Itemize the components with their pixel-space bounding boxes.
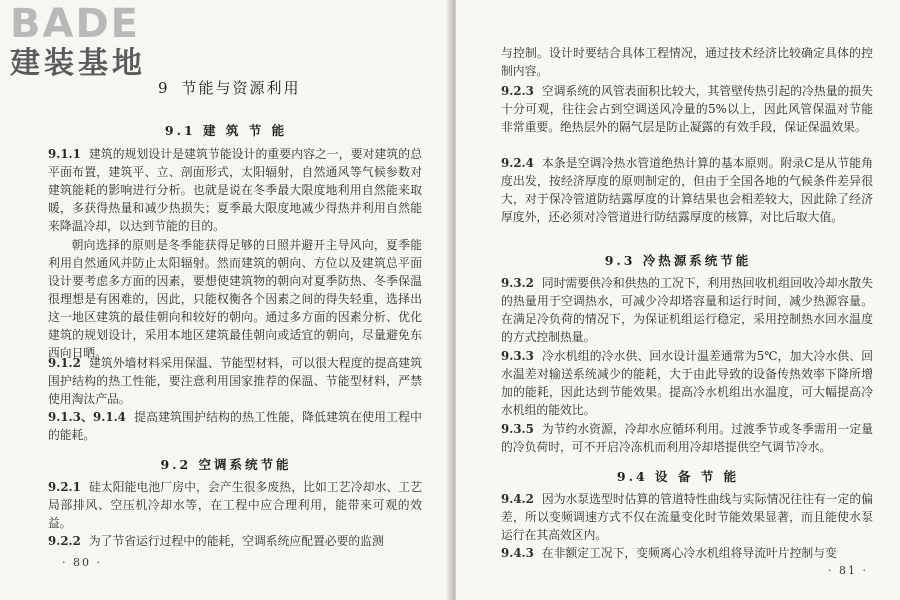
page-number-right: · 81 · bbox=[828, 564, 868, 577]
paragraph-9-1-1 bbox=[48, 145, 422, 235]
paragraph-text: 冷水机组的冷水供、回水设计温差通常为5℃，加大冷水供、回水温差对输送系统减少的能耗，大于由此导致的设备传热效率下降所增加的能耗，因此达到节能效果。提高冷水机组出水温度，可大幅提高冷水机组的能效比。 bbox=[501, 349, 873, 417]
paragraph-9-3-2 bbox=[501, 274, 873, 346]
chapter-title bbox=[158, 77, 301, 98]
clause-number: 9.1.1 bbox=[48, 147, 81, 161]
paragraph-9-1-2 bbox=[48, 354, 422, 408]
paragraph-text: 在非额定工况下，变频离心冷水机组将导流叶片控制与变 bbox=[541, 546, 837, 560]
paragraph-9-2-1 bbox=[48, 478, 422, 532]
logo bbox=[10, 1, 180, 82]
right-page bbox=[456, 0, 900, 600]
paragraph-9-4-3 bbox=[501, 544, 873, 562]
section-heading-9-2: 9.2 空调系统节能 bbox=[160, 457, 292, 472]
paragraph-text: 建筑外墙材料采用保温、节能型材料，可以很大程度的提高建筑围护结构的热工性能，要注意利用国家推荐的保温、节能型材料，严禁使用淘汰产品。 bbox=[48, 356, 422, 406]
paragraph-9-1-3 bbox=[48, 408, 422, 444]
paragraph-9-2-2 bbox=[48, 532, 422, 550]
paragraph-continued bbox=[501, 44, 873, 80]
section-heading-9-1: 9.1 建 筑 节 能 bbox=[164, 123, 288, 138]
paragraph-text: 为了节省运行过程中的能耗，空调系统应配置必要的监测 bbox=[88, 534, 384, 548]
paragraph-text: 朝向选择的原则是冬季能获得足够的日照并避开主导风向，夏季能利用自然通风并防止太阳辐射。然而建筑的朝向、方位以及建筑总平面设计要考虑多方面的因素，要想使建筑物的朝向对夏季防热、冬季保温很理想是有困难的，因此，只能权衡各个因素之间的得失轻重，选择出这一地区建筑的最佳朝向和较好的朝向。通过多方面的因素分析、优化建筑的规划设计，采用本地区建筑最佳朝向或适宜的朝向，尽量避免东西向日晒。 bbox=[48, 238, 422, 360]
paragraph-9-3-3 bbox=[501, 347, 873, 419]
clause-number: 9.2.4 bbox=[501, 156, 534, 170]
paragraph-9-4-2 bbox=[501, 490, 873, 544]
paragraph-text: 提高建筑围护结构的热工性能，降低建筑在使用工程中的能耗。 bbox=[48, 410, 422, 442]
paragraph-text: 本条是空调冷热水管道绝热计算的基本原则。附录C是从节能角度出发，按经济厚度的原则制定的，但由于全国各地的气候条件差异很大，对于保冷管道防结露厚度的计算结果也会相差较大，因此除了经济厚度外，还必须对冷管道进行防结露厚度的核算，对比后取大值。 bbox=[501, 156, 873, 224]
paragraph-text: 因为水泵选型时估算的管道特性曲线与实际情况往往有一定的偏差，所以变频调速方式不仅在流量变化时节能效果显著，而且能使水泵运行在其高效区内。 bbox=[501, 492, 873, 542]
page-number-left: · 80 · bbox=[62, 556, 102, 569]
paragraph-text: 硅太阳能电池厂房中，会产生很多废热，比如工艺冷却水、工艺局部排风、空压机冷却水等，在工程中应合理利用，能带来可观的效益。 bbox=[48, 480, 422, 530]
logo-wordmark: BADE bbox=[10, 1, 140, 47]
paragraph-text: 与控制。设计时要结合具体工程情况，通过技术经济比较确定具体的控制内容。 bbox=[501, 46, 873, 78]
paragraph-9-3-5 bbox=[501, 420, 873, 456]
paragraph-9-2-3 bbox=[501, 82, 873, 136]
clause-number: 9.4.2 bbox=[501, 492, 534, 506]
section-heading-9-4: 9.4 设 备 节 能 bbox=[616, 469, 740, 484]
chapter-name: 节能与资源利用 bbox=[181, 79, 301, 97]
chapter-number: 9 bbox=[158, 79, 170, 97]
section-heading-9-3: 9.3 冷热源系统节能 bbox=[604, 253, 752, 268]
clause-number: 9.2.3 bbox=[501, 84, 534, 98]
paragraph-9-2-4 bbox=[501, 154, 873, 226]
paragraph-text: 同时需要供冷和供热的工况下，利用热回收机组回收冷却水散失的热量用于空调热水，可减少冷却塔容量和运行时间，减少热源容量。在满足冷负荷的情况下，为保证机组运行稳定，采用控制热水回水温度的方式控制热量。 bbox=[501, 276, 873, 344]
paragraph-orientation bbox=[48, 236, 422, 362]
clause-number: 9.2.1 bbox=[48, 480, 81, 494]
clause-number: 9.3.2 bbox=[501, 276, 534, 290]
clause-number: 9.3.5 bbox=[501, 422, 534, 436]
clause-number: 9.1.2 bbox=[48, 356, 81, 370]
logo-subtitle: 建装基地 bbox=[10, 46, 146, 81]
paragraph-text: 为节约水资源，冷却水应循环利用。过渡季节或冬季需用一定量的冷负荷时，可不开启冷冻机而利用冷却塔提供空气调节冷水。 bbox=[501, 422, 873, 454]
clause-number: 9.1.3、9.1.4 bbox=[48, 410, 126, 424]
paragraph-text: 空调系统的风管表面积比较大，其管壁传热引起的冷热量的损失十分可观，往往会占到空调送风冷量的5%以上，因此风管保温对节能非常重要。绝热层外的隔气层是防止凝露的有效手段，保证保温效果。 bbox=[501, 84, 873, 134]
clause-number: 9.3.3 bbox=[501, 349, 534, 363]
paragraph-text: 建筑的规划设计是建筑节能设计的重要内容之一，要对建筑的总平面布置，建筑平、立、剖面形式，太阳辐射，自然通风等气候参数对建筑能耗的影响进行分析。也就是说在冬季最大限度地利用自然能来取暖，多获得热量和减少热损失；夏季最大限度地减少得热并利用自然能来降温冷却，以达到节能的目的。 bbox=[48, 147, 422, 233]
clause-number: 9.2.2 bbox=[48, 534, 81, 548]
clause-number: 9.4.3 bbox=[501, 546, 534, 560]
